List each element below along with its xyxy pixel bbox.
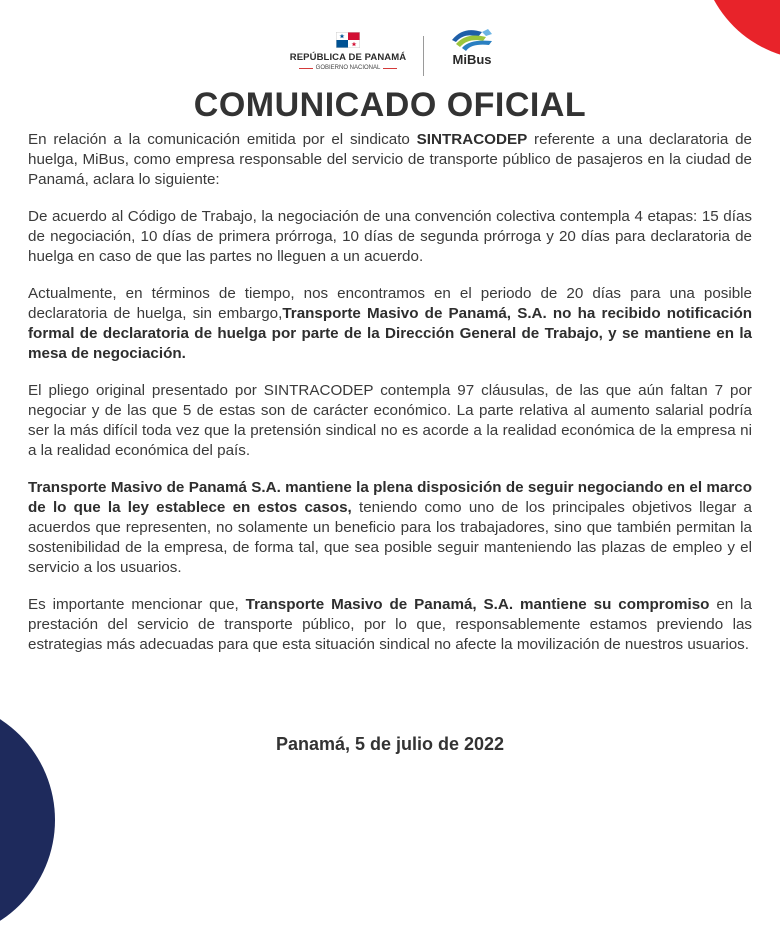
text-segment: En relación a la comunicación emitida por el sindicato	[28, 131, 417, 148]
paragraph-compromiso	[28, 595, 752, 655]
header-logos	[0, 24, 780, 80]
paragraph-periodo-huelga	[28, 284, 752, 364]
paragraph-codigo-trabajo	[28, 207, 752, 267]
mibus-name: MiBus	[452, 52, 492, 67]
mibus-waves-icon	[448, 26, 496, 52]
text-segment: De acuerdo al Código de Trabajo, la negociación de una convención colectiva contempla 4 etapas: 15 días de negociación, 10 días de primera prórroga, 10 días de segunda prórroga y 20 días para declaratoria de huelga en caso de que las partes no lleguen a un acuerdo.	[28, 208, 752, 265]
logo-divider	[423, 36, 424, 76]
communique-body	[28, 130, 752, 672]
gov-name: REPÚBLICA DE PANAMÁ	[289, 52, 407, 63]
paragraph-pliego	[28, 381, 752, 461]
gov-subtitle-row	[284, 65, 412, 71]
gobierno-nacional-logo	[284, 32, 412, 71]
paragraph-disposicion	[28, 478, 752, 578]
mibus-logo	[444, 26, 500, 67]
footer-date: Panamá, 5 de julio de 2022	[275, 734, 505, 754]
panama-flag-icon	[336, 32, 360, 48]
gov-subtitle: GOBIERNO NACIONAL	[315, 65, 381, 71]
text-segment-bold: Transporte Masivo de Panamá, S.A. mantiene su compromiso	[245, 596, 710, 613]
decorative-dash	[299, 68, 313, 69]
page-title: COMUNICADO OFICIAL	[193, 86, 587, 124]
text-segment-bold: SINTRACODEP	[416, 131, 528, 148]
text-segment: El pliego original presentado por SINTRACODEP contempla 97 cláusulas, de las que aún faltan 7 por negociar y de las que 5 de estas son de carácter económico. La parte relativa al aumento salarial podría ser la más difícil toda vez que la pretensión sindical no es acorde a la realidad económica de la empresa ni a la realidad económica del país.	[28, 382, 752, 459]
text-segment-bold: Transporte Masivo de Panamá, S.A. no ha recibido notificación formal de declaratoria de huelga por parte de la Dirección General de Trabajo, y se mantiene en la mesa de negociación.	[28, 305, 752, 362]
decorative-dash	[383, 68, 397, 69]
text-segment: referente a una declaratoria de huelga, MiBus, como empresa responsable del servicio de transporte público de pasajeros en la ciudad de Panamá, aclara lo siguiente:	[28, 131, 752, 188]
text-segment: Actualmente, en términos de tiempo, nos encontramos en el periodo de 20 días para una posible declaratoria de huelga, sin embargo,	[28, 285, 752, 322]
paragraph-intro	[28, 130, 752, 190]
text-segment: en la prestación del servicio de transporte público, por lo que, responsablemente estamos previendo las estrategias más adecuadas para que esta situación sindical no afecte la movilización de nuestros usuarios.	[28, 596, 752, 653]
text-segment: Es importante mencionar que,	[28, 596, 246, 613]
text-segment: teniendo como uno de los principales objetivos llegar a acuerdos que representen, no solamente un beneficio para los trabajadores, sino que también permitan la sostenibilidad de la empresa, de forma tal, que sea posible seguir manteniendo las plazas de empleo y el servicio a los usuarios.	[28, 499, 753, 576]
text-segment-bold: Transporte Masivo de Panamá S.A. mantiene la plena disposición de seguir negociando en el marco de lo que la ley establece en estos casos,	[28, 479, 752, 516]
